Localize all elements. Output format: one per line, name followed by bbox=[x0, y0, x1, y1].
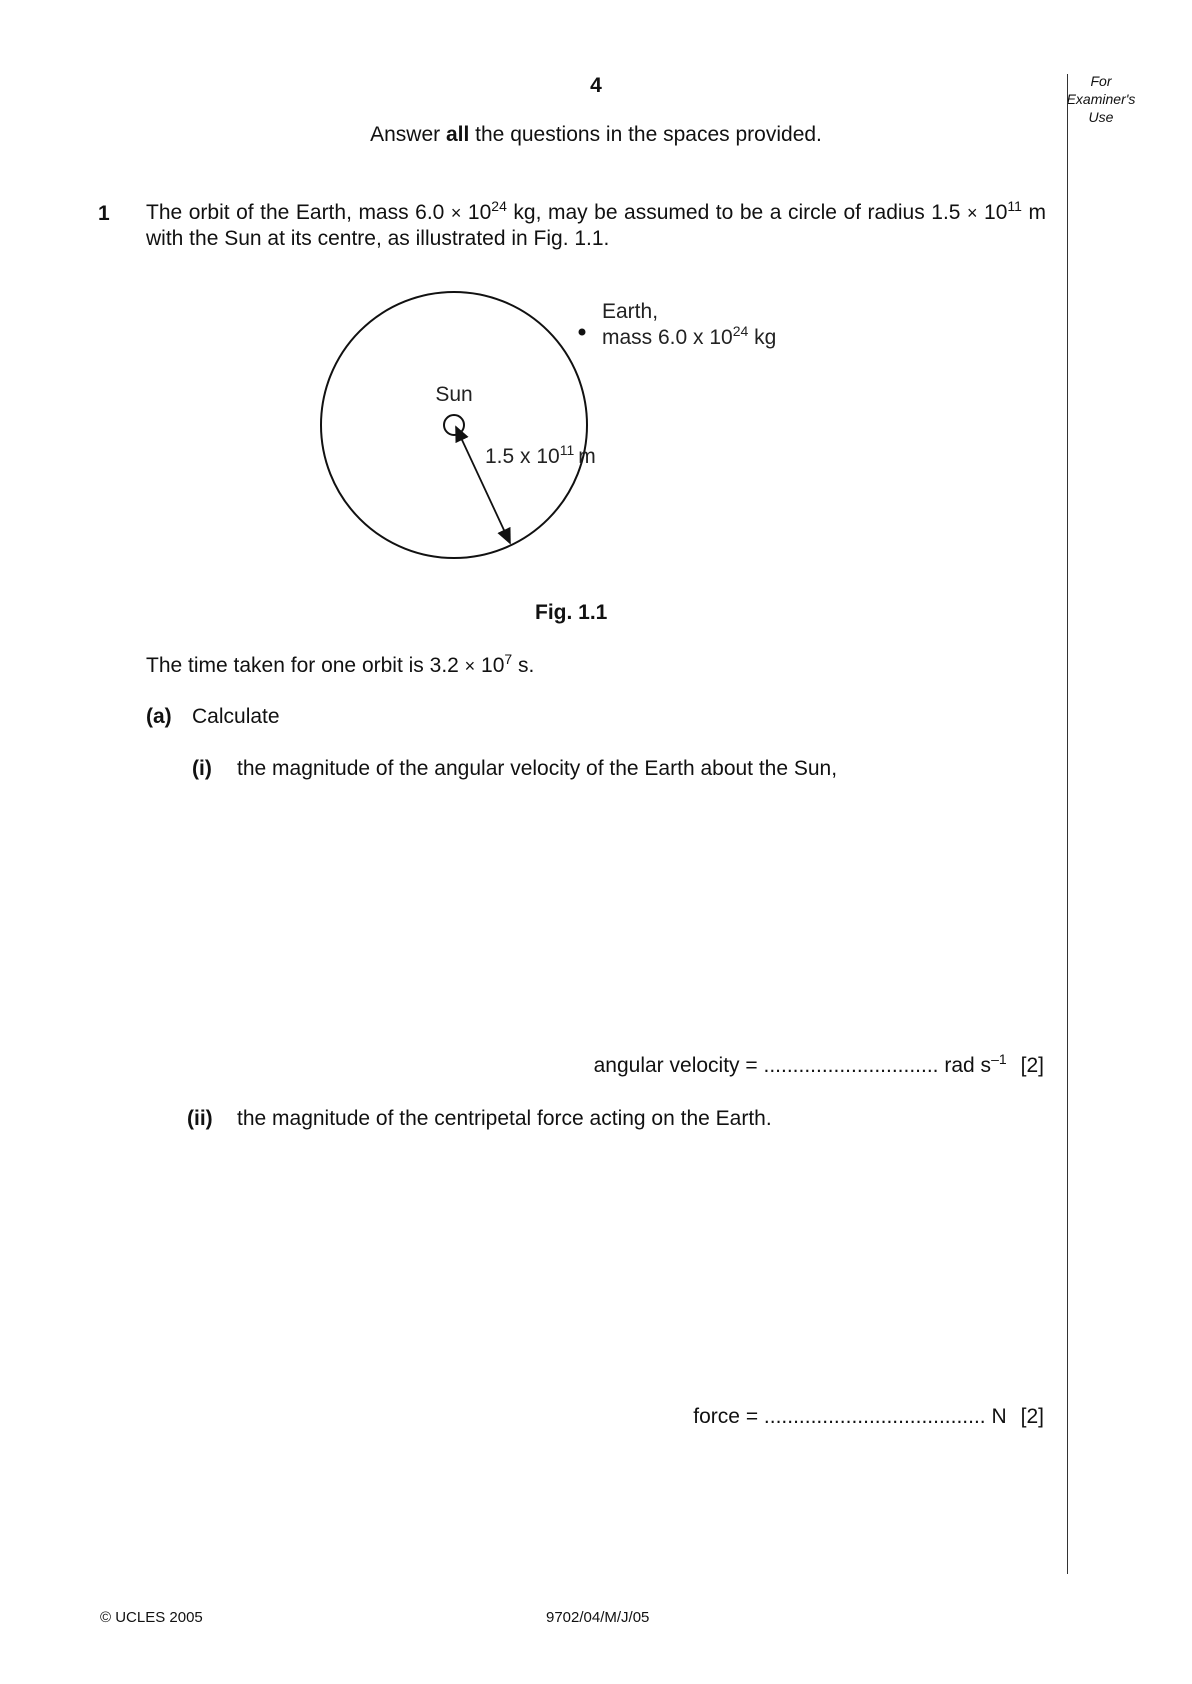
examiner-use-note bbox=[1060, 72, 1142, 126]
ten: 10 bbox=[977, 201, 1008, 224]
exponent-radius: 11 bbox=[1007, 198, 1022, 214]
exponent-mass: 24 bbox=[491, 198, 507, 214]
instruction bbox=[0, 123, 1192, 147]
times-symbol: × bbox=[450, 203, 462, 223]
earth-label: Earth, bbox=[602, 300, 659, 323]
part-a-ii-label: (ii) bbox=[187, 1107, 213, 1130]
earth-mass-label bbox=[602, 323, 776, 349]
question-number: 1 bbox=[98, 202, 110, 225]
part-a-i-label: (i) bbox=[192, 757, 212, 780]
earth-orbit bbox=[321, 292, 587, 558]
examiner-margin-rule bbox=[1067, 74, 1068, 1574]
angular-velocity-answer-line[interactable] bbox=[593, 1051, 1044, 1078]
question-text bbox=[146, 200, 1046, 252]
page-number: 4 bbox=[590, 74, 602, 97]
mass-exponent: 24 bbox=[732, 323, 749, 339]
orbit-time-statement bbox=[146, 651, 535, 678]
copyright: © UCLES 2005 bbox=[100, 1609, 203, 1626]
answer-dots[interactable]: ...................................... bbox=[763, 1405, 986, 1428]
part-a-ii-text: the magnitude of the centripetal force acting on the Earth. bbox=[237, 1107, 772, 1130]
examiner-note-line-2: Examiner's bbox=[1066, 91, 1136, 107]
part-a-label: (a) bbox=[146, 705, 172, 728]
answer-unit: rad s bbox=[938, 1054, 992, 1077]
ten: 10 bbox=[461, 201, 492, 224]
times-symbol: × bbox=[967, 203, 978, 223]
answer-prefix: force = bbox=[693, 1405, 764, 1428]
marks: [2] bbox=[1020, 1405, 1044, 1428]
answer-unit: N bbox=[985, 1405, 1007, 1428]
instruction-post: the questions in the spaces provided. bbox=[469, 123, 822, 146]
paper-code: 9702/04/M/J/05 bbox=[546, 1609, 650, 1626]
unit-exponent: –1 bbox=[991, 1051, 1007, 1067]
time-unit: s. bbox=[512, 654, 535, 677]
figure-caption: Fig. 1.1 bbox=[535, 601, 608, 624]
instruction-pre: Answer bbox=[370, 123, 446, 146]
radius-exponent: 11 bbox=[559, 442, 575, 458]
examiner-note-line-1: For bbox=[1090, 73, 1112, 89]
orbit-diagram bbox=[320, 270, 880, 570]
radius-label bbox=[485, 442, 596, 468]
question-text-a: The orbit of the Earth, mass 6.0 bbox=[146, 201, 451, 224]
part-a-i-text: the magnitude of the angular velocity of the Earth about the Sun, bbox=[237, 757, 838, 780]
earth-dot bbox=[579, 329, 586, 336]
radius-unit: m bbox=[578, 445, 596, 468]
answer-prefix: angular velocity = bbox=[593, 1054, 764, 1077]
exponent-time: 7 bbox=[504, 651, 513, 667]
ten: 10 bbox=[475, 654, 505, 677]
radius-text: 1.5 x 10 bbox=[485, 445, 560, 468]
times-symbol: × bbox=[464, 656, 476, 676]
mass-text: mass 6.0 x 10 bbox=[602, 326, 733, 349]
part-a-text: Calculate bbox=[192, 705, 280, 728]
stem-text: The time taken for one orbit is 3.2 bbox=[146, 654, 465, 677]
mass-unit: kg bbox=[748, 326, 777, 349]
force-answer-line[interactable] bbox=[693, 1405, 1044, 1429]
examiner-note-line-3: Use bbox=[1088, 109, 1114, 125]
sun-label: Sun bbox=[435, 383, 473, 406]
question-text-b: kg, may be assumed to be a circle of radius 1.5 bbox=[506, 201, 967, 224]
marks: [2] bbox=[1020, 1054, 1044, 1077]
sun-symbol bbox=[444, 415, 464, 435]
instruction-bold: all bbox=[445, 123, 470, 146]
question-text-c: m with the Sun at its centre, as illustrated in Fig. 1.1. bbox=[146, 201, 1046, 250]
answer-dots[interactable]: .............................. bbox=[763, 1054, 939, 1077]
